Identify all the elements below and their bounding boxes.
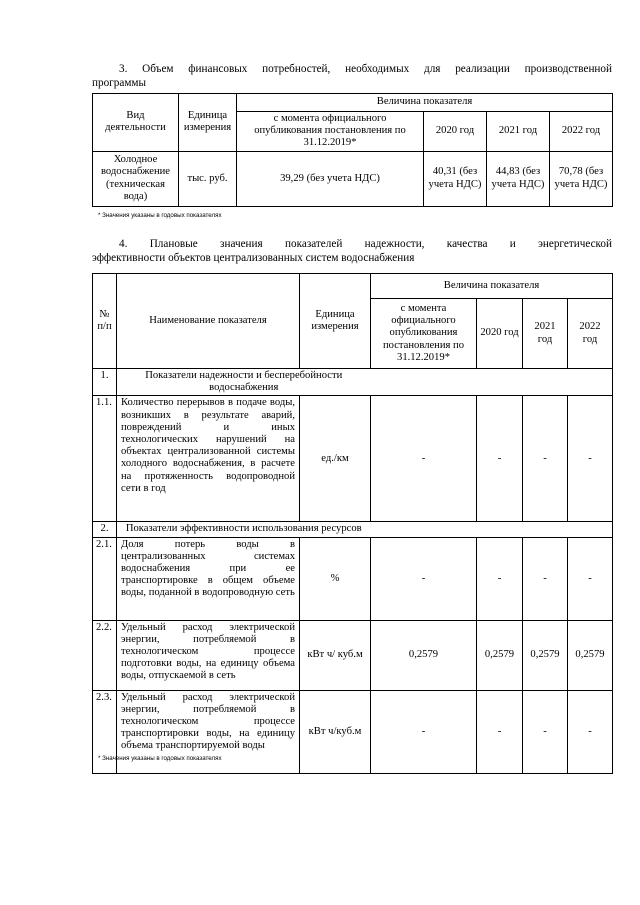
header-value: Величина показателя [237,94,613,112]
value-2020: 0,2579 [477,620,523,690]
cell-2022: 70,78 (без учета НДС) [550,151,613,206]
indicator-unit: кВт ч/куб.м [300,690,371,773]
value-since: - [371,690,477,773]
header-2021: 2021 год [523,299,568,369]
value-since: - [371,537,477,620]
cell-2021: 44,83 (без учета НДС) [487,151,550,206]
table-row [93,537,613,620]
section-title: Показатели надежности и бесперебойности водоснабжения [117,369,371,396]
cell-2020: 40,31 (без учета НДС) [424,151,487,206]
cell-since: 39,29 (без учета НДС) [237,151,424,206]
table-row [93,151,613,206]
section-title: Показатели эффективности использования ресурсов [117,522,371,537]
value-since: - [371,396,477,522]
header-unit: Единица измерения [300,274,371,369]
header-no: № п/п [93,274,117,369]
section4-heading-line2: эффективности объектов централизованных систем водоснабжения [92,251,415,264]
value-2022: 0,2579 [568,620,613,690]
section4-heading-line1: 4. Плановые значения показателей надежности, качества и энергетической [119,238,612,250]
section-title-cont [371,522,613,537]
financial-needs-table [92,93,613,207]
table-row [93,620,613,690]
value-2020: - [477,537,523,620]
header-unit: Единица измерения [179,94,237,152]
section3-heading [92,63,612,91]
section3-heading-line2: программы [92,76,146,89]
cell-activity: Холодное водоснабжение (техническая вода) [93,151,179,206]
header-value: Величина показателя [371,274,613,299]
cell-unit: тыс. руб. [179,151,237,206]
section4-footnote: * Значения указаны в годовых показателях [98,755,222,762]
indicator-unit: ед./км [300,396,371,522]
indicators-table [92,273,613,774]
value-2021: - [523,396,568,522]
indicator-name: Доля потерь воды в централизованных системах водоснабжения при ее транспортировке в общем объеме воды, поданной в водопроводную сеть [117,537,300,620]
header-since: с момента официального опубликования постановления по 31.12.2019* [237,112,424,152]
value-2021: - [523,537,568,620]
section-number: 1. [93,369,117,396]
value-2021: - [523,690,568,773]
value-2022: - [568,537,613,620]
value-2021: 0,2579 [523,620,568,690]
section3-heading-line1: 3. Объем финансовых потребностей, необходимых для реализации производственной [119,63,612,75]
indicator-name: Количество перерывов в подаче воды, возникших в результате аварий, повреждений и иных технологических нарушений на объектах централизованной системы холодного водоснабжения, в расчете на протяженность водопроводной сети в год [117,396,300,522]
value-since: 0,2579 [371,620,477,690]
indicator-name: Удельный расход электрической энергии, потребляемой в технологическом процессе подготовки воды, на единицу объема воды, отпускаемой в сеть [117,620,300,690]
row-number: 2.1. [93,537,117,620]
row-number: 1.1. [93,396,117,522]
table-row [93,396,613,522]
row-number: 2.3. [93,690,117,773]
row-number: 2.2. [93,620,117,690]
header-2022: 2022 год [568,299,613,369]
header-2021: 2021 год [487,112,550,152]
section4-heading [92,238,612,266]
section3-footnote: * Значения указаны в годовых показателях [98,212,222,219]
value-2020: - [477,396,523,522]
section-row [93,369,613,396]
section-row [93,522,613,537]
header-2020: 2020 год [477,299,523,369]
value-2020: - [477,690,523,773]
header-activity: Вид деятельности [93,94,179,152]
header-name: Наименование показателя [117,274,300,369]
header-2020: 2020 год [424,112,487,152]
value-2022: - [568,690,613,773]
header-since: с момента официального опубликования постановления по 31.12.2019* [371,299,477,369]
section-title-cont [371,369,613,396]
indicator-unit: кВт ч/ куб.м [300,620,371,690]
header-2022: 2022 год [550,112,613,152]
section-number: 2. [93,522,117,537]
indicator-unit: % [300,537,371,620]
value-2022: - [568,396,613,522]
indicator-name: Удельный расход электрической энергии, потребляемой в технологическом процессе транспортировки воды, на единицу объема транспортируемой воды [117,690,300,773]
